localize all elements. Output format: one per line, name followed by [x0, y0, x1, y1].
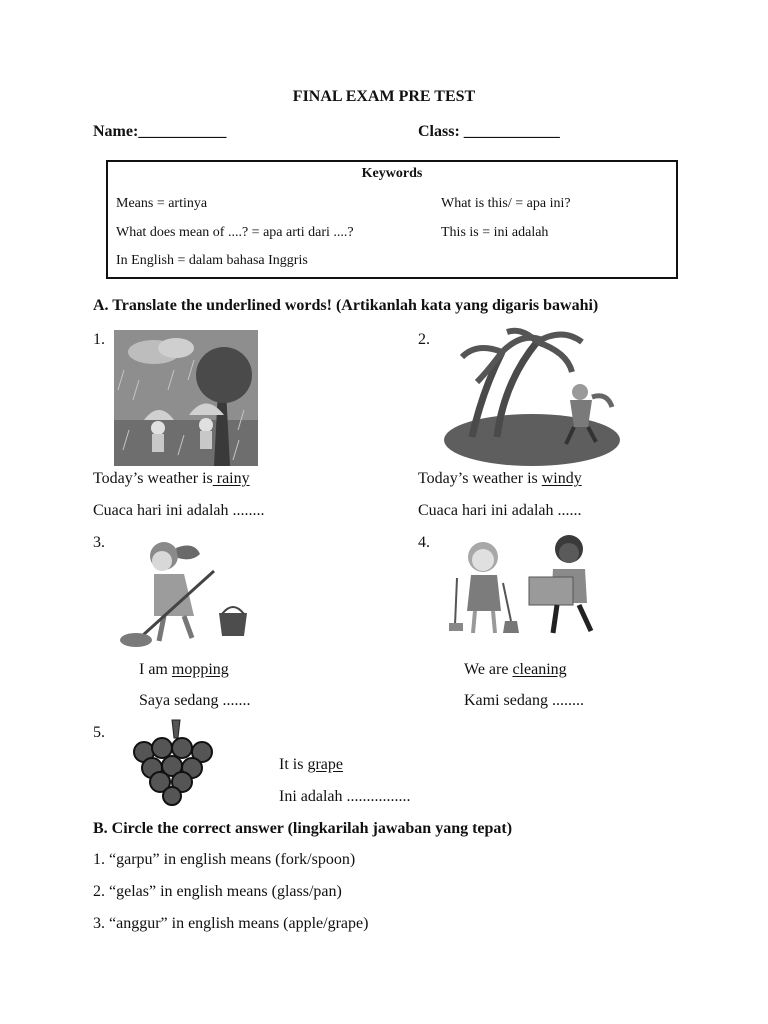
keyword-item: What is this/ = apa ini?	[441, 196, 571, 211]
underlined-word: rainy	[212, 470, 250, 487]
choice-question: 3. “anggur” in english means (apple/grape)	[93, 915, 369, 932]
kids-cleaning-image	[445, 533, 603, 641]
question-sentence: We are cleaning	[464, 661, 567, 678]
windy-weather-image	[442, 322, 624, 468]
answer-line: Ini adalah ................	[279, 788, 411, 805]
grape-image	[130, 718, 222, 806]
underlined-word: mopping	[171, 661, 229, 678]
keyword-item: In English = dalam bahasa Inggris	[116, 253, 308, 268]
question-sentence: Today’s weather is windy	[418, 470, 582, 487]
answer-line: Cuaca hari ini adalah ........	[93, 502, 265, 519]
girl-mopping-image	[114, 536, 254, 656]
answer-line: Kami sedang ........	[464, 692, 584, 709]
answer-line: Cuaca hari ini adalah ......	[418, 502, 582, 519]
class-field-label: Class: ____________	[418, 123, 560, 140]
keyword-item: Means = artinya	[116, 196, 208, 211]
underlined-word: cleaning	[512, 661, 567, 678]
section-b-heading: B. Circle the correct answer (lingkarilah jawaban yang tepat)	[93, 820, 513, 837]
choice-question: 1. “garpu” in english means (fork/spoon)	[93, 851, 356, 868]
name-field-label: Name:___________	[93, 123, 227, 140]
choice-question: 2. “gelas” in english means (glass/pan)	[93, 883, 342, 900]
question-number: 5.	[93, 724, 105, 741]
question-sentence: Today’s weather is rainy	[93, 470, 250, 487]
keyword-item: This is = ini adalah	[441, 225, 549, 240]
underlined-word: grape	[307, 756, 343, 773]
question-number: 2.	[418, 331, 430, 348]
keywords-heading: Keywords	[361, 166, 423, 181]
keyword-item: What does mean of ....? = apa arti dari ....?	[116, 225, 354, 240]
rainy-weather-image	[114, 330, 258, 466]
question-number: 4.	[418, 534, 430, 551]
underlined-word: windy	[541, 470, 582, 487]
question-number: 1.	[93, 331, 105, 348]
page-title: FINAL EXAM PRE TEST	[292, 88, 476, 105]
question-number: 3.	[93, 534, 105, 551]
question-sentence: It is grape	[279, 756, 343, 773]
keywords-box	[106, 160, 678, 279]
question-sentence: I am mopping	[139, 661, 229, 678]
answer-line: Saya sedang .......	[139, 692, 251, 709]
section-a-heading: A. Translate the underlined words! (Artikanlah kata yang digaris bawahi)	[93, 297, 599, 314]
